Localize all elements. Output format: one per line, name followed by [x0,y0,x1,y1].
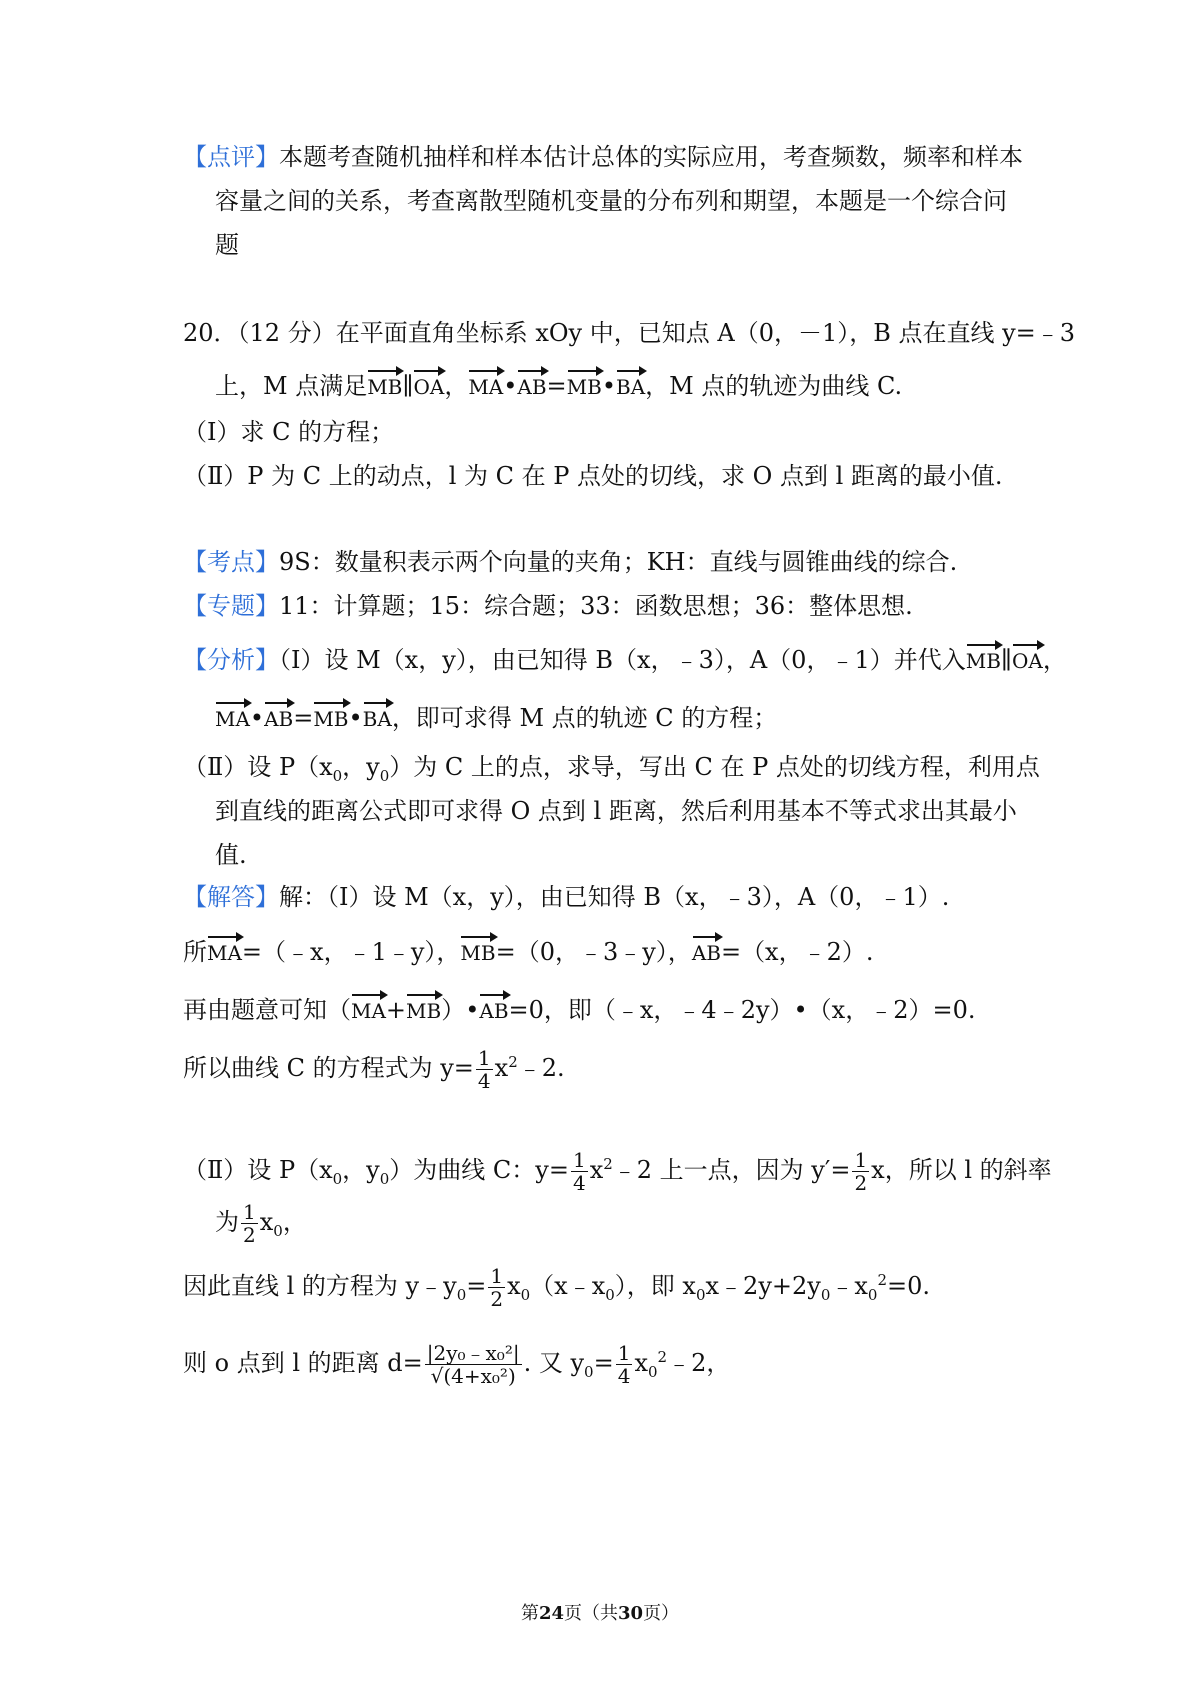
review-line-3: 题 [215,231,239,259]
review-line-1: 【点评】本题考查随机抽样和样本估计总体的实际应用，考查频数，频率和样本 [183,143,1023,171]
jieda-part2-line-4: 则 o 点到 l 的距离 d= $\frac{\text{|2y₀﹣x₀²|}}{\text{√(4+x₀²)}}$ . 又 $y_0=$ $\frac{1}{4}$ $x_0^2﹣2$， [183,1341,731,1388]
vector-ma: MA [215,698,250,736]
problem-line-1: 20．（12 分）在平面直角坐标系 xOy 中，已知点 A（0，－1），B 点在直线 y=﹣3 [183,319,1076,347]
vector-oa: OA [413,366,444,404]
fraction-one-half: $\frac{1}{2}$ [243,1200,256,1247]
jieda-part2-line-2: 为 $\frac{1}{2}$ $x_0$， [215,1200,307,1247]
problem-part-2: （Ⅱ）P 为 C 上的动点，l 为 C 在 P 点处的切线，求 O 点到 l 距离的最小值. [183,462,1003,490]
fraction-one-half: $\frac{1}{2}$ [490,1264,504,1311]
fenxi-part2-line-1: （Ⅱ）设 $P(x_0$，$y_0$）为 C 上的点，求导，写出 C 在 P 点处的切线方程，利用点 [183,753,1040,785]
jieda-line-2: 所MA=（﹣x，﹣1﹣y），MB=（0，﹣3﹣y），AB=（x，﹣2）. [183,932,1030,970]
zhuanti-line: 【专题】11：计算题；15：综合题；33：函数思想；36：整体思想. [183,592,913,620]
vector-ba: BA [363,698,392,736]
vector-ma: MA [351,990,386,1028]
distance-fraction: $\frac{\text{|2y₀﹣x₀²|}}{\text{√(4+x₀²)}}$ [426,1341,520,1388]
jieda-line-4: 所以曲线 C 的方程式为 y= $\frac{1}{4}$ $x^2﹣2$. [183,1046,565,1093]
jieda-tag: 【解答】 [183,883,279,911]
fraction-one-quarter: $\frac{1}{4}$ [477,1046,491,1093]
fraction-one-quarter: $\frac{1}{4}$ [617,1341,631,1388]
vector-ma: MA [468,366,503,404]
vector-mb: MB [313,698,348,736]
vector-ab: AB [479,990,508,1028]
fenxi-part2-line-3: 值. [215,841,247,869]
jieda-line-1: 【解答】解：（Ⅰ）设 M（x，y），由已知得 B（x，﹣3），A（0，﹣1）. [183,883,950,911]
page-number: 24 [538,1603,564,1624]
jieda-part2-line-1: （Ⅱ）设 $P(x_0$，$y_0$）为曲线 C：y= $\frac{1}{4}$ $x^2﹣2$ 上一点，因为 y′= $\frac{1}{2}$ x，所以 l 的斜率 [183,1148,1052,1195]
zhuanti-tag: 【专题】 [183,592,279,620]
fenxi-tag: 【分析】 [183,646,279,674]
vector-ab: AB [692,932,721,970]
review-tag: 【点评】 [183,143,279,171]
vector-ab: AB [264,698,293,736]
problem-line-2: 上，M 点满足MB∥OA，MA•AB=MB•BA，M 点的轨迹为曲线 C. [215,366,1030,404]
kaodian-tag: 【考点】 [183,548,279,576]
fraction-one-half: $\frac{1}{2}$ [854,1148,868,1195]
vector-mb: MB [406,990,441,1028]
jieda-line-3: 再由题意可知（MA+MB）•AB=0，即（﹣x，﹣4﹣2y）•（x，﹣2）=0. [183,990,1030,1028]
page-footer: 第24页（共30页） [520,1603,680,1624]
review-line-2: 容量之间的关系，考查离散型随机变量的分布列和期望，本题是一个综合问 [215,187,1007,215]
vector-mb: MB [367,366,402,404]
fraction-one-quarter: $\frac{1}{4}$ [572,1148,586,1195]
fenxi-line-2: MA•AB=MB•BA，即可求得 M 点的轨迹 C 的方程； [215,698,1030,736]
vector-ab: AB [517,366,546,404]
total-pages: 30 [618,1603,644,1624]
vector-mb: MB [460,932,495,970]
kaodian-line: 【考点】9S：数量积表示两个向量的夹角；KH：直线与圆锥曲线的综合. [183,548,958,576]
fenxi-part2-line-2: 到直线的距离公式即可求得 O 点到 l 距离，然后利用基本不等式求出其最小 [215,797,1017,825]
vector-ma: MA [207,932,242,970]
vector-mb: MB [567,366,602,404]
problem-part-1: （Ⅰ）求 C 的方程； [183,418,395,446]
vector-oa: OA [1012,640,1043,678]
fenxi-line-1: 【分析】（Ⅰ）设 M（x，y），由已知得 B（x，﹣3），A（0，﹣1）并代入MB∥OA， [183,640,1030,678]
jieda-part2-line-3: 因此直线 l 的方程为 $y﹣y_0=$ $\frac{1}{2}$ $x_0(x﹣x_0)$，即 $x_0x﹣2y+2y_0﹣x_0^2=0$. [183,1264,931,1311]
vector-ba: BA [616,366,645,404]
vector-mb: MB [966,640,1001,678]
